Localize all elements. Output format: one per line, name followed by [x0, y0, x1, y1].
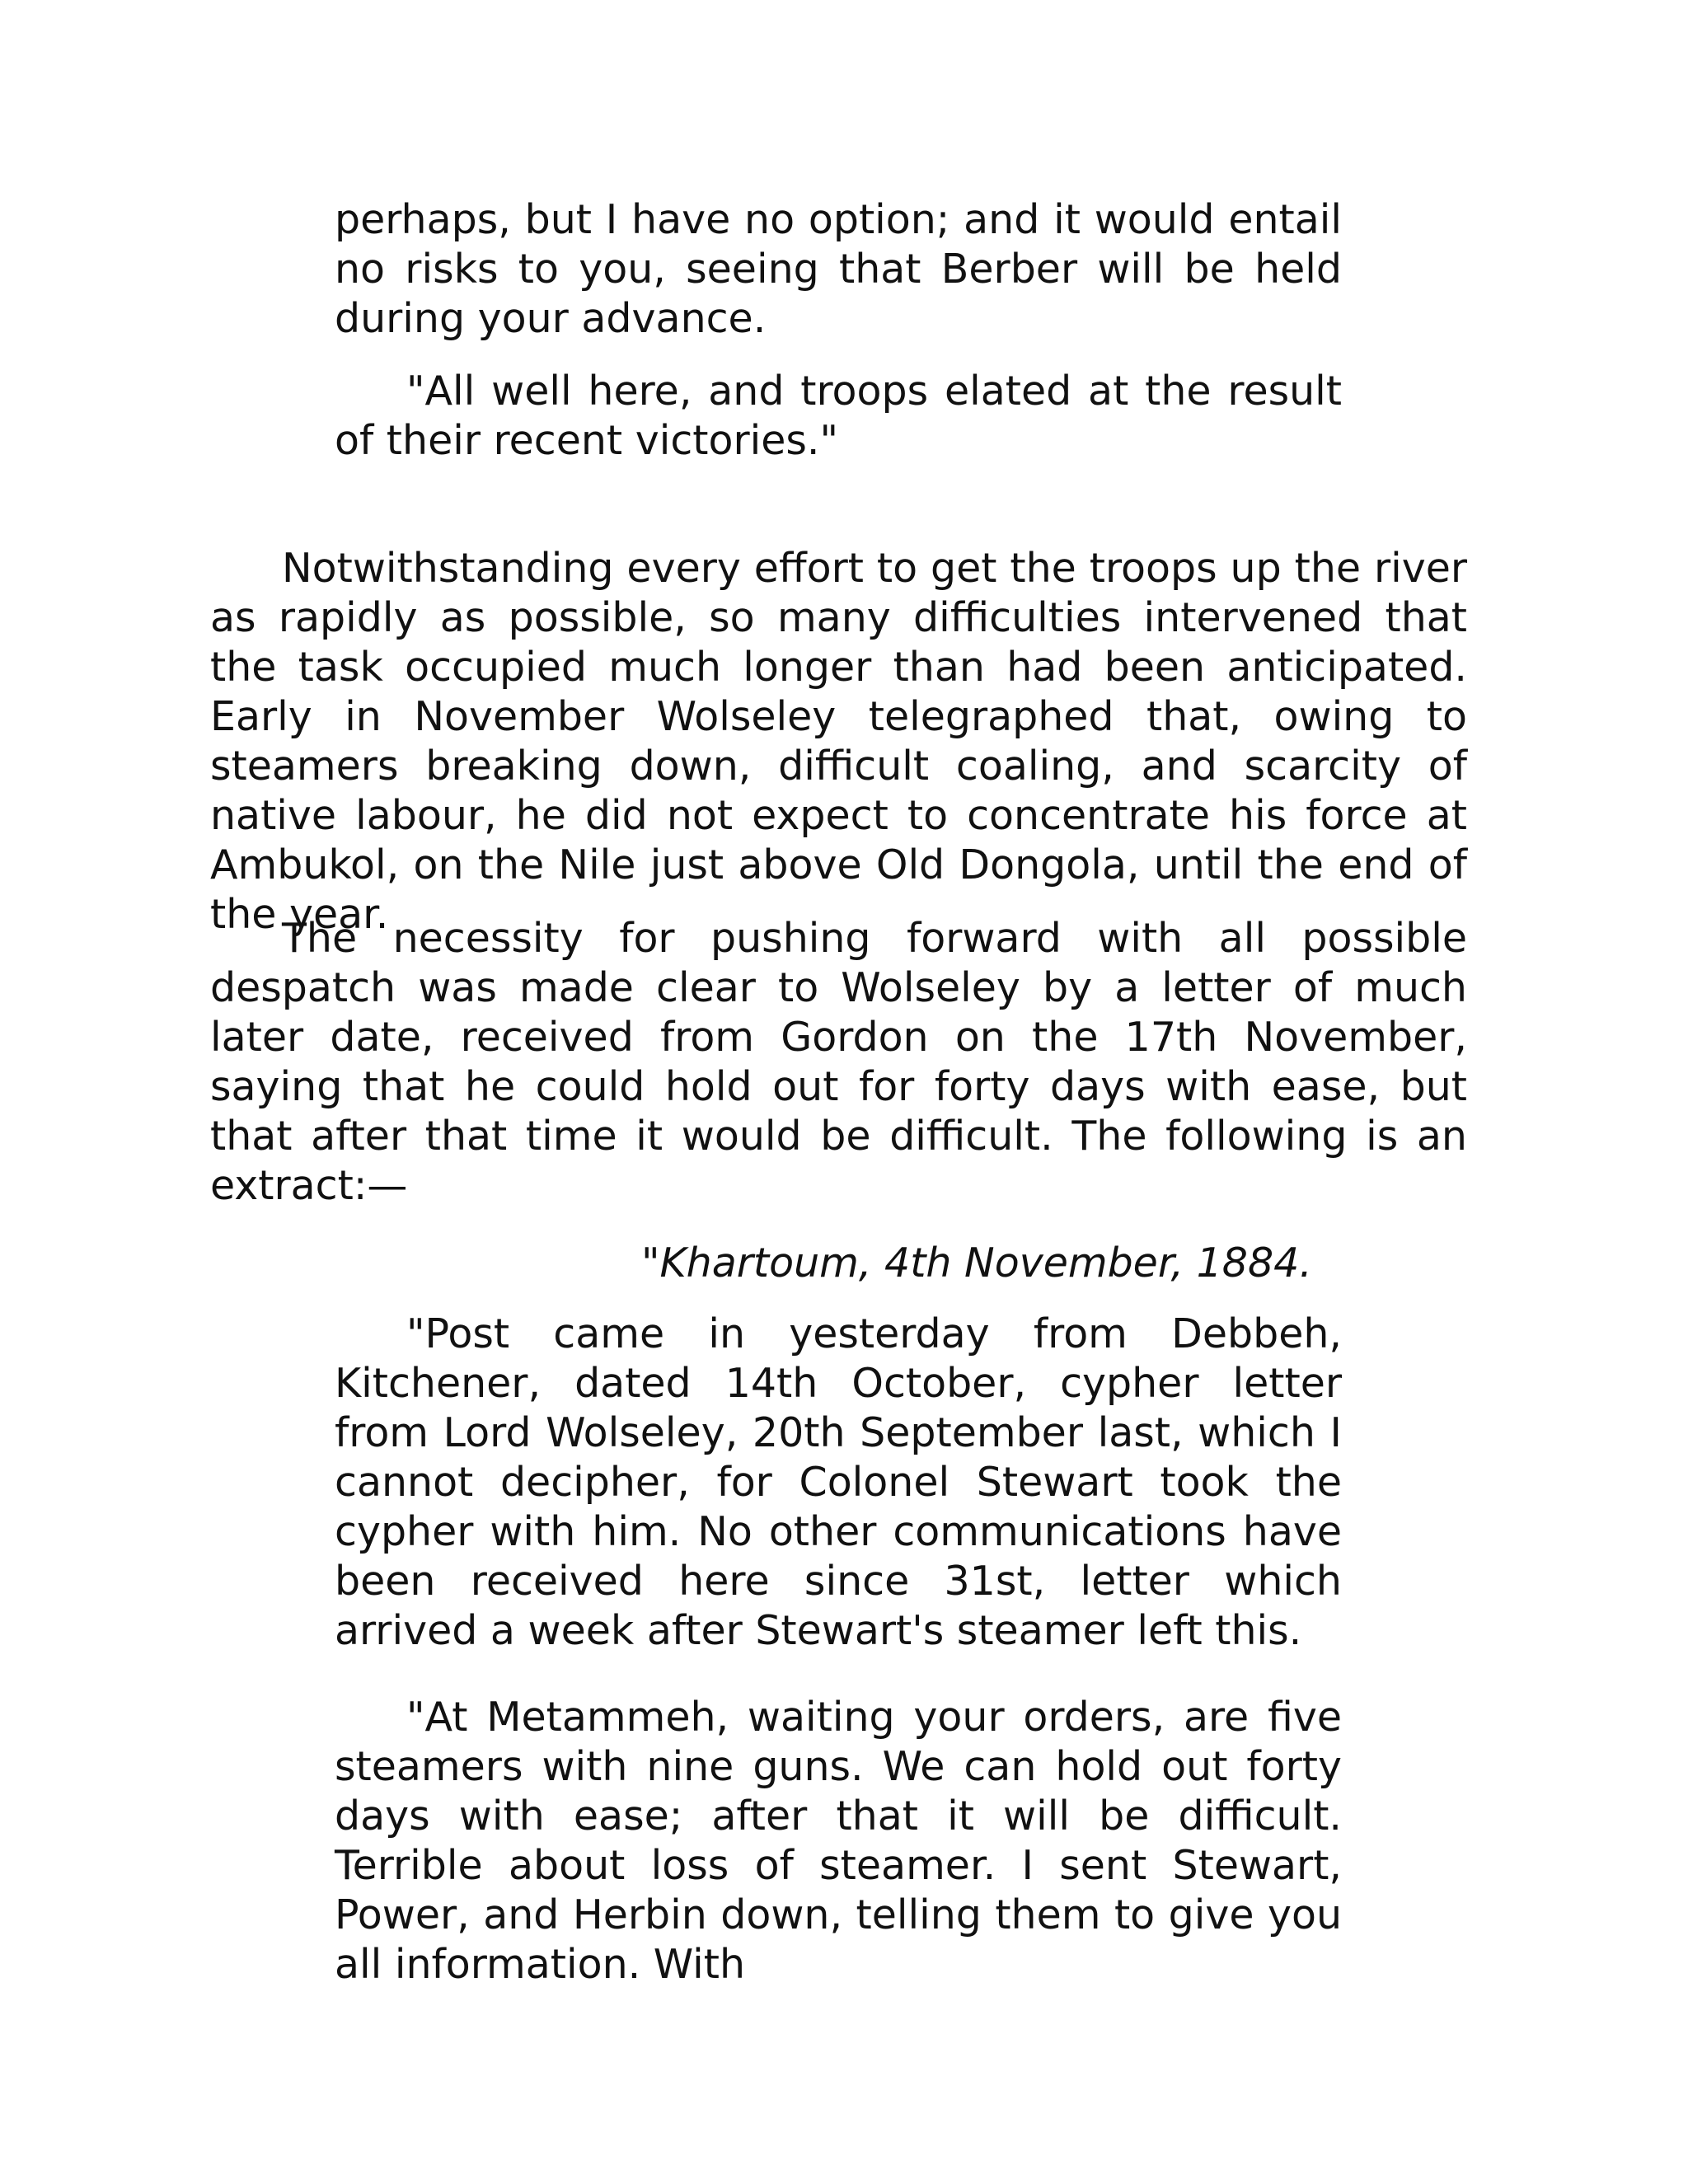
letter-dateline — [641, 1239, 1312, 1288]
quote-closing-paragraph: "All well here, and troops elated at the result of their recent victories." — [335, 368, 1342, 464]
quote-continuation-paragraph: perhaps, but I have no option; and it would entail no risks to you, seeing that Berber will be held during your advance. — [335, 196, 1342, 342]
dateline-text: Khartoum, 4th November, 1884. — [659, 1240, 1312, 1286]
narrative-paragraph-2: The necessity for pushing forward with all possible despatch was made clear to Wolseley by a letter of much later date, received from Gordon on the 17th November, saying that he could hold out for forty days with ease, but that after that time it would be difficult. The following is an extract:— — [210, 915, 1467, 1209]
letter-paragraph-2: "At Metammeh, waiting your orders, are five steamers with nine guns. We can hold out forty days with ease; after that it will be difficult. Terrible about loss of steamer. I sent Stewart, Power, and Herbin down, telling them to give you all information. With — [335, 1694, 1342, 1988]
letter-paragraph-1: "Post came in yesterday from Debbeh, Kitchener, dated 14th October, cypher letter from Lord Wolseley, 20th September last, which I cannot decipher, for Colonel Stewart took the cypher with him. No other communications have been received here since 31st, letter which arrived a week after Stewart's steamer left this. — [335, 1310, 1342, 1654]
narrative-paragraph-1: Notwithstanding every effort to get the troops up the river as rapidly as possible, so many difficulties intervened that the task occupied much longer than had been anticipated. Early in November Wolseley telegraphed that, owing to steamers breaking down, difficult coaling, and scarcity of native labour, he did not expect to concentrate his force at Ambukol, on the Nile just above Old Dongola, until the end of the year. — [210, 545, 1467, 938]
dateline-open-quote: " — [641, 1240, 660, 1286]
